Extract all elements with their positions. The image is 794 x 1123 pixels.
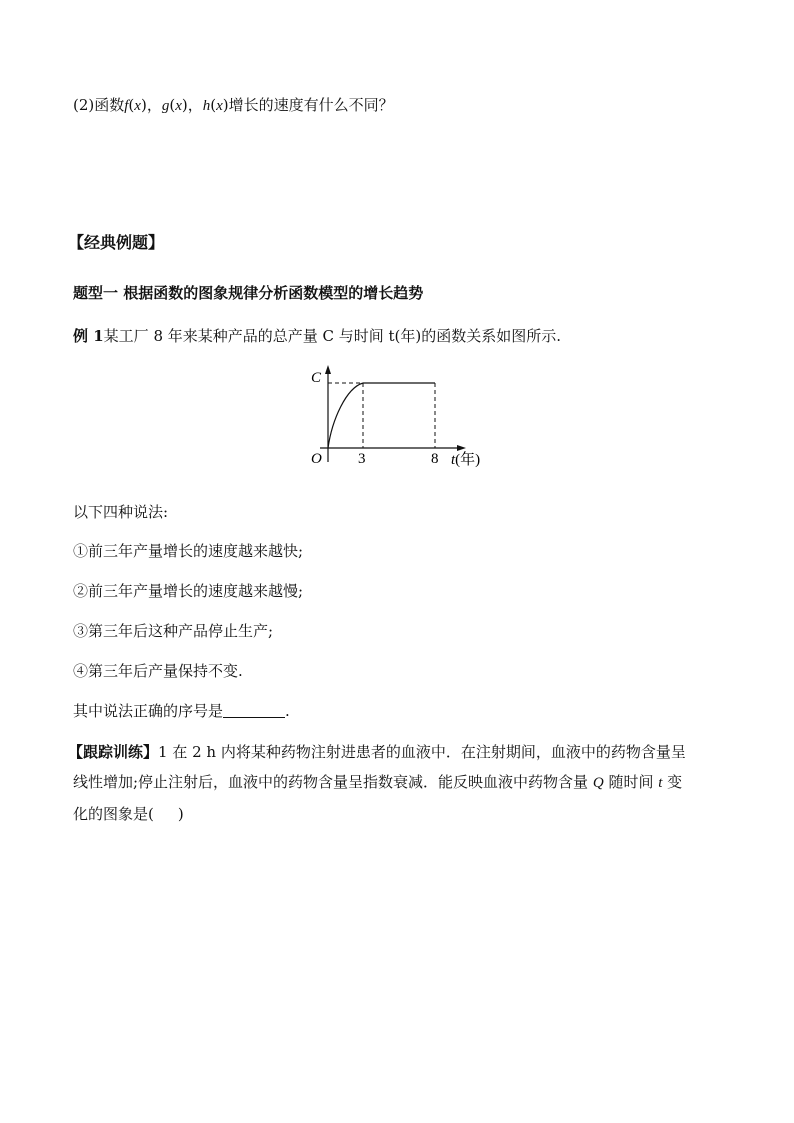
x-axis-label — [451, 450, 480, 468]
statement-4: ④第三年后产量保持不变. — [73, 662, 243, 680]
y-axis-label: C — [311, 370, 322, 386]
q2-suffix: 增长的速度有什么不同？ — [228, 96, 394, 114]
statement-3: ③第三年后这种产品停止生产; — [73, 622, 274, 640]
practice-text-2a: 线性增加;停止注射后，血液中的药物含量呈指数衰减．能反映血液中药物含量 — [73, 773, 593, 791]
question-2: (2)函数f(x)，g(x)，h(x)增长的速度有什么不同？ — [73, 96, 394, 114]
answer-prompt: 其中说法正确的序号是 — [73, 702, 224, 720]
var-Q: Q — [592, 775, 604, 791]
statement-1: ①前三年产量增长的速度越来越快; — [73, 542, 304, 560]
practice-line-3 — [73, 804, 184, 824]
separator: ， — [146, 96, 162, 114]
example-text: 某工厂 8 年来某种产品的总产量 C 与时间 t(年)的函数关系如图所示. — [103, 327, 562, 345]
func-g: g — [161, 98, 170, 114]
topic-heading: 题型一 根据函数的图象规律分析函数模型的增长趋势 — [73, 284, 424, 302]
practice-label: 【跟踪训练】 — [68, 743, 159, 761]
practice-text-2b: 随时间 — [603, 773, 659, 791]
x-axis-arrow — [457, 445, 466, 451]
separator: ， — [187, 96, 203, 114]
practice-text-3a: 化的图象是( — [73, 805, 154, 823]
x-axis-var: t — [451, 452, 456, 468]
answer-line — [73, 701, 290, 721]
q2-prefix: (2)函数 — [73, 96, 125, 114]
statements-intro: 以下四种说法: — [73, 503, 169, 521]
origin-label: O — [311, 451, 322, 467]
func-h: h — [202, 98, 211, 114]
tick-label-8: 8 — [431, 451, 439, 467]
practice-text-3b: ) — [177, 805, 184, 823]
practice-text-1: 1 在 2 h 内将某种药物注射进患者的血液中．在注射期间，血液中的药物含量呈 — [158, 743, 686, 761]
production-graph — [300, 362, 500, 472]
func-f: f — [124, 98, 129, 114]
tick-label-3: 3 — [358, 451, 366, 467]
var-x: x — [134, 98, 141, 114]
section-title: 【经典例题】 — [68, 233, 165, 252]
y-axis-arrow — [325, 365, 331, 374]
practice-line-2 — [73, 772, 682, 793]
practice-text-2c: 变 — [662, 773, 683, 791]
practice-line-1 — [68, 742, 686, 762]
var-t: t — [658, 775, 663, 791]
growth-curve — [328, 383, 363, 448]
var-x: x — [216, 98, 223, 114]
statement-2: ②前三年产量增长的速度越来越慢; — [73, 582, 304, 600]
var-x: x — [175, 98, 182, 114]
answer-end: . — [285, 702, 290, 720]
x-axis-unit: (年) — [455, 452, 481, 468]
example-1 — [73, 326, 561, 346]
example-label: 例 1 — [73, 327, 104, 345]
answer-blank[interactable] — [223, 702, 285, 718]
